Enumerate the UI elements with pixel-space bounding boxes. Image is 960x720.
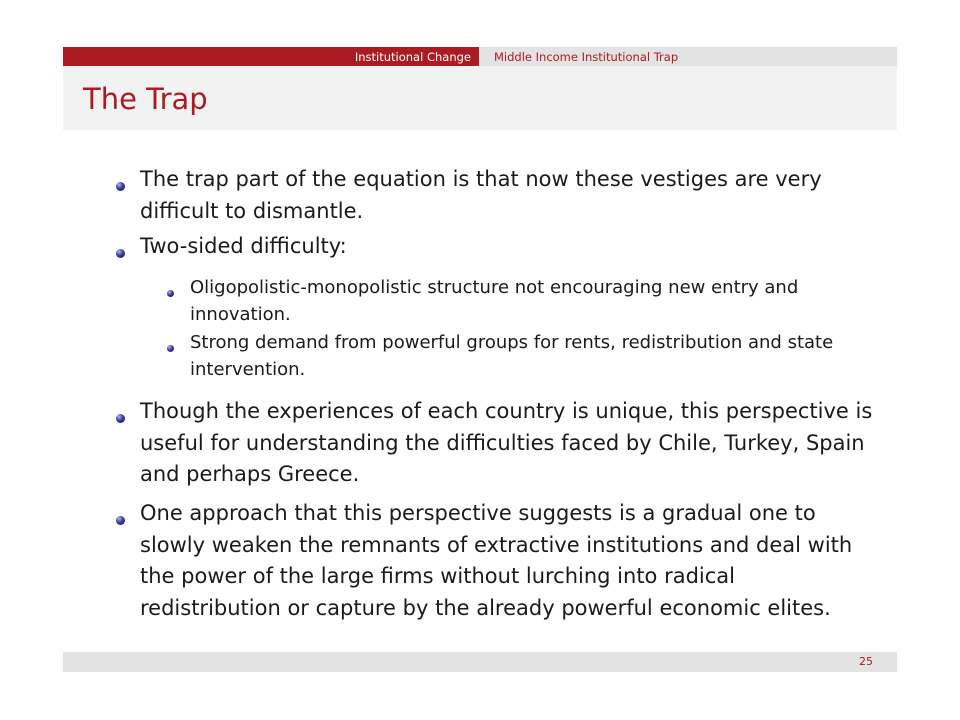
bullet-item: One approach that this perspective suggests is a gradual one to slowly weaken the remnants of extractive institutions and deal with the power of the large firms without lurching into radical redistribution or capture by the already powerful economic elites. [140, 501, 853, 620]
sub-bullet-ball-icon [167, 290, 174, 297]
footer-bar [63, 652, 897, 672]
bullet-ball-icon [116, 414, 125, 423]
bullet-item: Two-sided difficulty: [140, 234, 347, 258]
headline-bar [63, 47, 897, 66]
bullet-item: The trap part of the equation is that now these vestiges are very difficult to dismantle. [140, 167, 822, 223]
page-number: 25 [859, 655, 873, 668]
section-label[interactable]: Institutional Change [63, 47, 479, 66]
sub-bullet-item: Strong demand from powerful groups for rents, redistribution and state intervention. [190, 332, 834, 380]
bullet-ball-icon [116, 182, 125, 191]
subsection-label[interactable]: Middle Income Institutional Trap [479, 47, 897, 66]
bullet-ball-icon [116, 516, 125, 525]
frame-title-bar [63, 66, 897, 130]
slide [63, 47, 897, 672]
bullet-ball-icon [116, 249, 125, 258]
bullet-item: Though the experiences of each country is unique, this perspective is useful for understanding the difficulties faced by Chile, Turkey, Spain and perhaps Greece. [140, 399, 873, 486]
frame-title: The Trap [83, 82, 208, 116]
sub-bullet-item: Oligopolistic-monopolistic structure not encouraging new entry and innovation. [190, 277, 799, 325]
sub-bullet-ball-icon [167, 345, 174, 352]
